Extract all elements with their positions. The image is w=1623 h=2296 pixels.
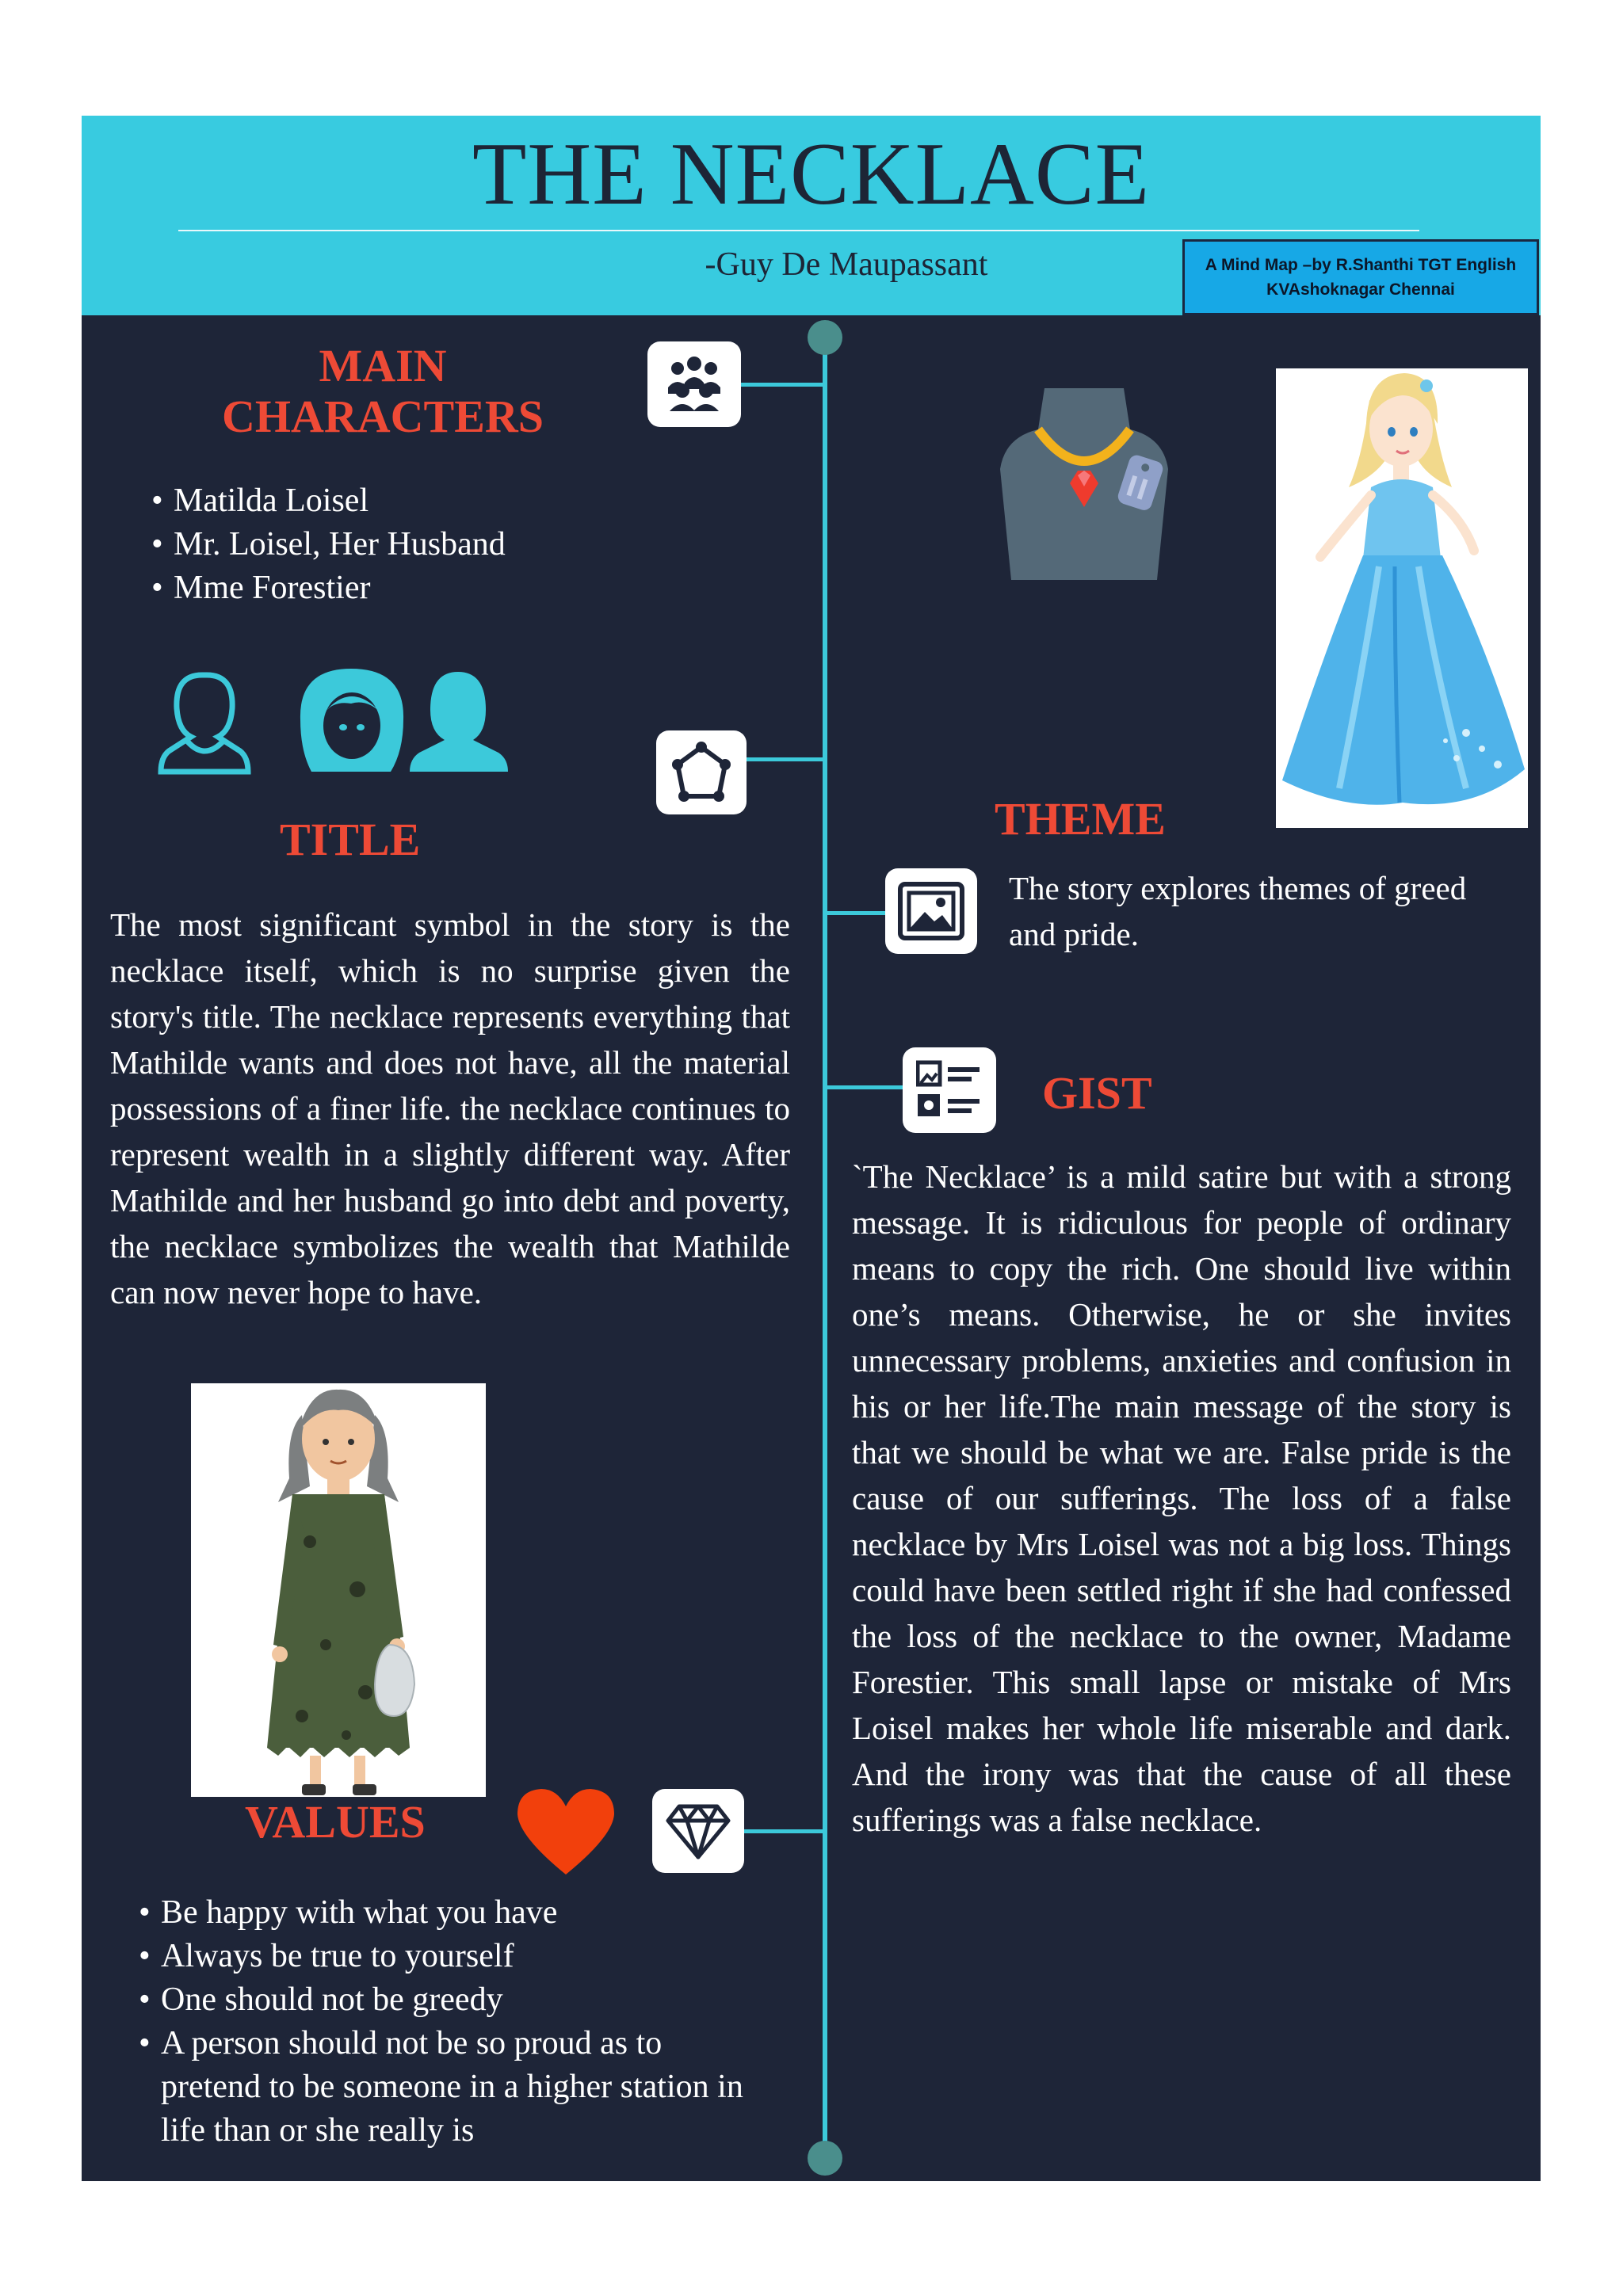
characters-list <box>151 479 627 610</box>
list-item: • A person should not be so proud as to pretend to be someone in a higher station in life than or she really is <box>139 2022 757 2153</box>
people-group-icon <box>647 341 741 427</box>
princess-illustration <box>1276 368 1528 828</box>
characters-heading-line: MAIN <box>319 340 447 391</box>
picture-frame-icon <box>885 868 977 954</box>
network-nodes-icon <box>656 730 747 814</box>
list-item: • Mme Forestier <box>151 566 627 610</box>
timeline-end-dot <box>808 2141 842 2176</box>
gist-paragraph: `The Necklace’ is a mild satire but with a strong message. It is ridiculous for people of ordinary means to copy the rich. One should live within one’s means. Otherwise, he or she invites unnecessary problems, anxieties and confusion in his or her life.The main message of the story is that we should be what we are. False pride is the cause of our sufferings. The loss of a false necklace by Mrs Loisel was not a big loss. Things could have been settled right if she had confessed the loss of the necklace to the owner, Madame Forestier. This small lapse or mistake of Mrs Loisel makes her whole life miserable and dark. And the irony was that the cause of all these sufferings was a false necklace. <box>852 1158 1511 1838</box>
branch-gist <box>825 1085 904 1089</box>
theme-paragraph: The story explores themes of greed and pride. <box>1009 870 1467 952</box>
diamond-icon <box>665 1802 731 1860</box>
list-item: • Matilda Loisel <box>151 479 627 523</box>
ragged-woman-illustration <box>191 1383 486 1797</box>
network-nodes-icon <box>670 741 733 804</box>
mind-map-poster <box>82 116 1541 2181</box>
poster-title: THE NECKLACE <box>472 125 1150 223</box>
credit-box <box>1182 239 1539 315</box>
characters-heading <box>177 341 589 442</box>
necklace-bust-icon <box>989 382 1187 580</box>
credit-line: A Mind Map –by R.Shanthi TGT English <box>1205 256 1517 274</box>
values-list <box>139 1891 773 2153</box>
branch-theme <box>825 911 888 915</box>
princess-illustration <box>1276 368 1528 828</box>
characters-heading-line: CHARACTERS <box>221 391 544 442</box>
gist-heading: GIST <box>1042 1067 1152 1119</box>
list-item: • Mr. Loisel, Her Husband <box>151 523 627 566</box>
author-line: -Guy De Maupassant <box>705 246 988 283</box>
theme-heading: THEME <box>995 793 1166 845</box>
values-heading: VALUES <box>245 1796 426 1848</box>
title-paragraph: The most significant symbol in the story is the necklace itself, which is no surprise given the story's title. The necklace represents everything that Mathilde wants and does not have, all the material possessions of a finer life. the necklace continues to represent wealth in a slightly different way. After Mathilde and her husband go into debt and poverty, the necklace symbolizes the wealth that Mathilde can now never hope to have. <box>110 906 790 1310</box>
credit-line: KVAshoknagar Chennai <box>1266 280 1455 299</box>
list-item: • One should not be greedy <box>139 1978 773 2022</box>
timeline-start-dot <box>808 320 842 355</box>
document-list-icon <box>903 1047 996 1133</box>
document-list-icon <box>916 1059 983 1121</box>
branch-characters <box>741 383 823 387</box>
title-divider <box>178 230 1419 231</box>
header-banner <box>82 116 1541 315</box>
title-heading: TITLE <box>280 814 421 865</box>
timeline-spine <box>823 336 827 2160</box>
list-item: • Always be true to yourself <box>139 1935 773 1978</box>
heart-icon <box>513 1786 619 1878</box>
branch-values <box>743 1829 823 1833</box>
picture-frame-icon <box>898 882 964 940</box>
list-item: • Be happy with what you have <box>139 1891 773 1935</box>
ragged-woman-illustration <box>191 1383 486 1797</box>
branch-title <box>746 757 823 761</box>
women-silhouettes-icon <box>153 664 517 775</box>
diamond-icon <box>652 1789 744 1873</box>
people-group-icon <box>659 353 730 416</box>
